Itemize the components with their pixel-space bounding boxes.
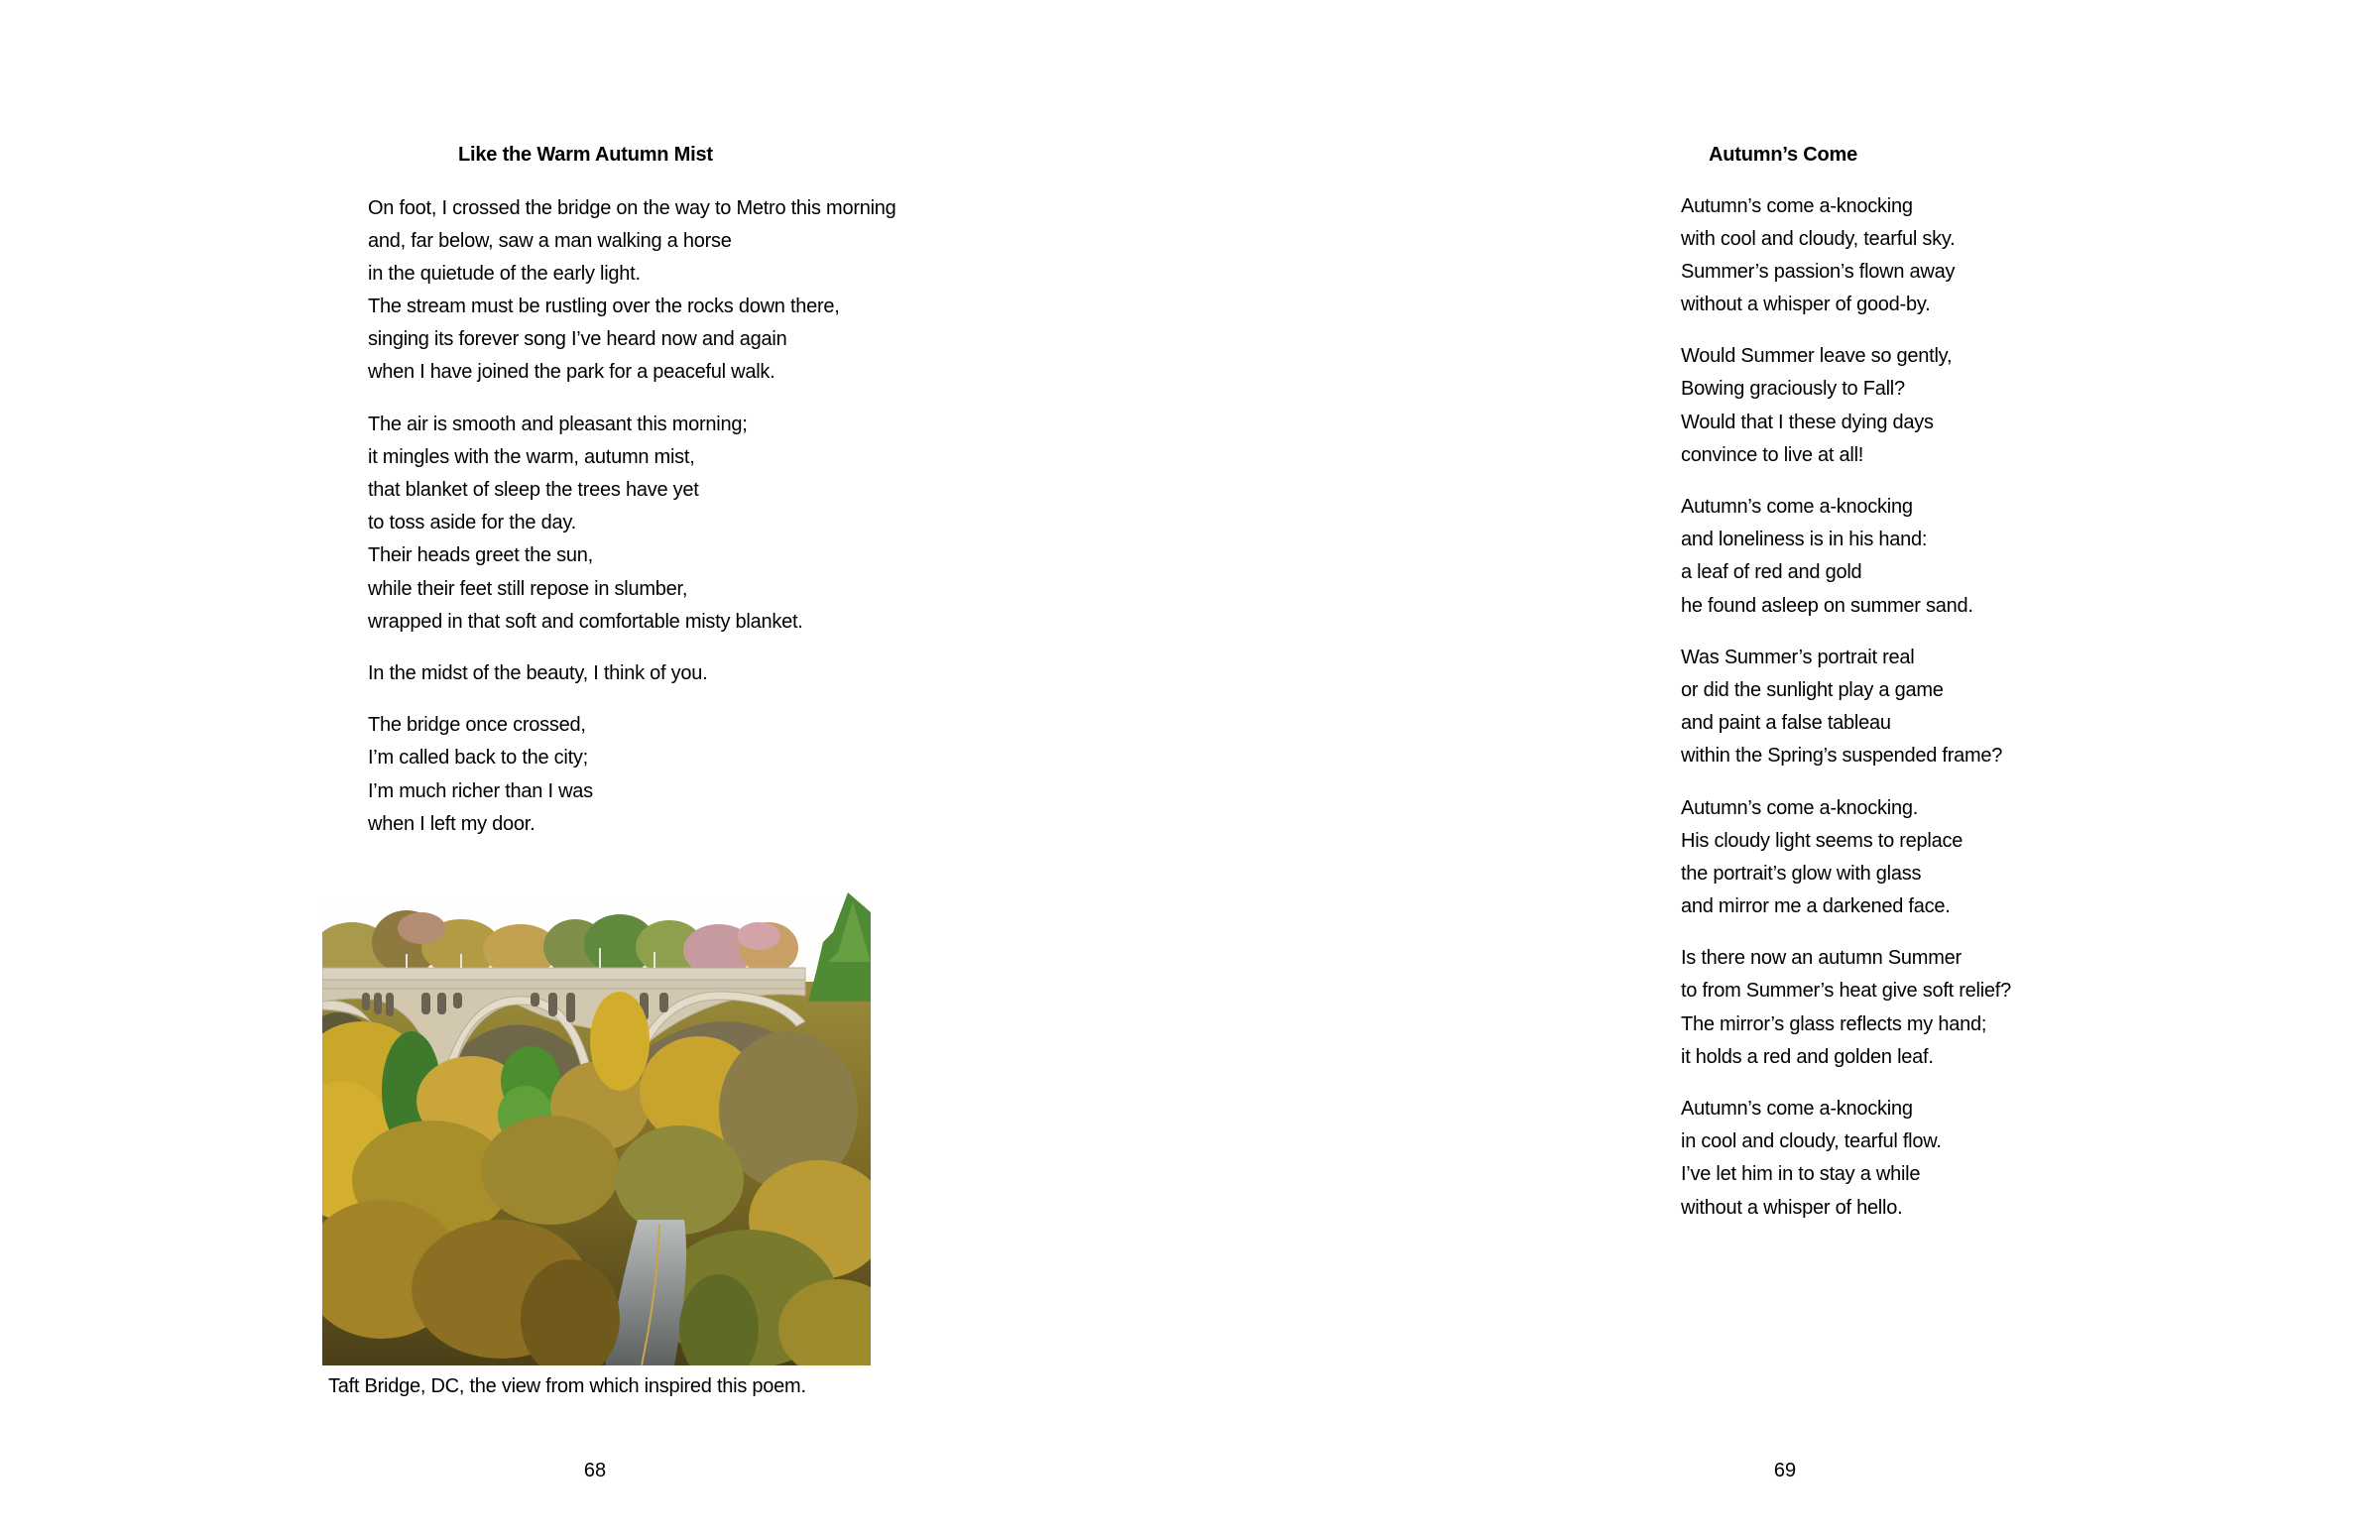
poem-line: I’m much richer than I was [368, 779, 593, 802]
poem-line: in the quietude of the early light. [368, 262, 641, 285]
poem-line: Autumn’s come a-knocking [1681, 1098, 1913, 1120]
poem-line: when I left my door. [368, 812, 536, 835]
photo-caption: Taft Bridge, DC, the view from which inspired this poem. [328, 1375, 806, 1397]
poem-line: wrapped in that soft and comfortable misty blanket. [368, 610, 803, 633]
stanza [368, 709, 896, 841]
poem-line: His cloudy light seems to replace [1681, 829, 1964, 852]
poem-line: I’m called back to the city; [368, 747, 588, 770]
poem-line: The bridge once crossed, [368, 714, 586, 737]
poem-body [1681, 190, 2011, 1225]
poem-line: and paint a false tableau [1681, 712, 1891, 735]
right-page [1190, 0, 2380, 1540]
poem-line: Bowing graciously to Fall? [1681, 378, 1905, 401]
poem-line: it mingles with the warm, autumn mist, [368, 445, 695, 468]
poem-line: Autumn’s come a-knocking [1681, 496, 1913, 518]
poem-line: I’ve let him in to stay a while [1681, 1163, 1921, 1186]
poem-line: Their heads greet the sun, [368, 544, 593, 567]
poem-line: without a whisper of hello. [1681, 1196, 1903, 1219]
stanza [1681, 1093, 2011, 1225]
poem-title: Autumn’s Come [1709, 144, 1857, 166]
poem-line: The air is smooth and pleasant this morning; [368, 413, 748, 435]
page-number: 68 [583, 1460, 607, 1481]
poem-line: The stream must be rustling over the rocks down there, [368, 296, 840, 318]
stanza [1681, 491, 2011, 623]
poem-line: he found asleep on summer sand. [1681, 594, 1973, 617]
stanza [368, 192, 896, 390]
poem-line: Autumn’s come a-knocking. [1681, 796, 1919, 819]
page-number: 69 [1773, 1460, 1797, 1481]
stanza [368, 409, 896, 639]
poem-line: The mirror’s glass reflects my hand; [1681, 1012, 1987, 1035]
poem-title: Like the Warm Autumn Mist [458, 144, 713, 166]
poem-line: In the midst of the beauty, I think of you. [368, 661, 708, 684]
stanza [1681, 642, 2011, 773]
poem-line: Is there now an autumn Summer [1681, 947, 1962, 970]
poem-line: and mirror me a darkened face. [1681, 895, 1951, 918]
poem-body [368, 192, 896, 841]
poem-line: or did the sunlight play a game [1681, 678, 1944, 701]
poem-line: when I have joined the park for a peaceful walk. [368, 361, 775, 384]
poem-line: to toss aside for the day. [368, 512, 576, 534]
poem-line: without a whisper of good-by. [1681, 294, 1931, 316]
stanza [1681, 190, 2011, 322]
poem-line: Autumn’s come a-knocking [1681, 194, 1913, 217]
poem-line: Would that I these dying days [1681, 411, 1934, 433]
poem-line: Would Summer leave so gently, [1681, 345, 1953, 368]
poem-line: a leaf of red and gold [1681, 561, 1862, 584]
stanza [368, 657, 896, 690]
poem-line: and loneliness is in his hand: [1681, 529, 1928, 551]
stanza [1681, 340, 2011, 472]
poem-line: while their feet still repose in slumber, [368, 577, 688, 600]
poem-line: convince to live at all! [1681, 443, 1864, 466]
poem-line: with cool and cloudy, tearful sky. [1681, 227, 1956, 250]
poem-line: singing its forever song I’ve heard now and again [368, 328, 787, 351]
poem-line: Summer’s passion’s flown away [1681, 260, 1956, 283]
poem-line: it holds a red and golden leaf. [1681, 1045, 1934, 1068]
stanza [1681, 942, 2011, 1074]
poem-line: to from Summer’s heat give soft relief? [1681, 980, 2011, 1003]
stanza [1681, 792, 2011, 924]
poem-line: within the Spring’s suspended frame? [1681, 745, 2003, 768]
poem-line: Was Summer’s portrait real [1681, 646, 1915, 668]
poem-line: and, far below, saw a man walking a horse [368, 229, 732, 252]
poem-line: the portrait’s glow with glass [1681, 862, 1922, 885]
bridge-photo [322, 892, 871, 1365]
poem-line: On foot, I crossed the bridge on the way to Metro this morning [368, 196, 896, 219]
poem-line: that blanket of sleep the trees have yet [368, 479, 699, 501]
poem-line: in cool and cloudy, tearful flow. [1681, 1130, 1942, 1153]
